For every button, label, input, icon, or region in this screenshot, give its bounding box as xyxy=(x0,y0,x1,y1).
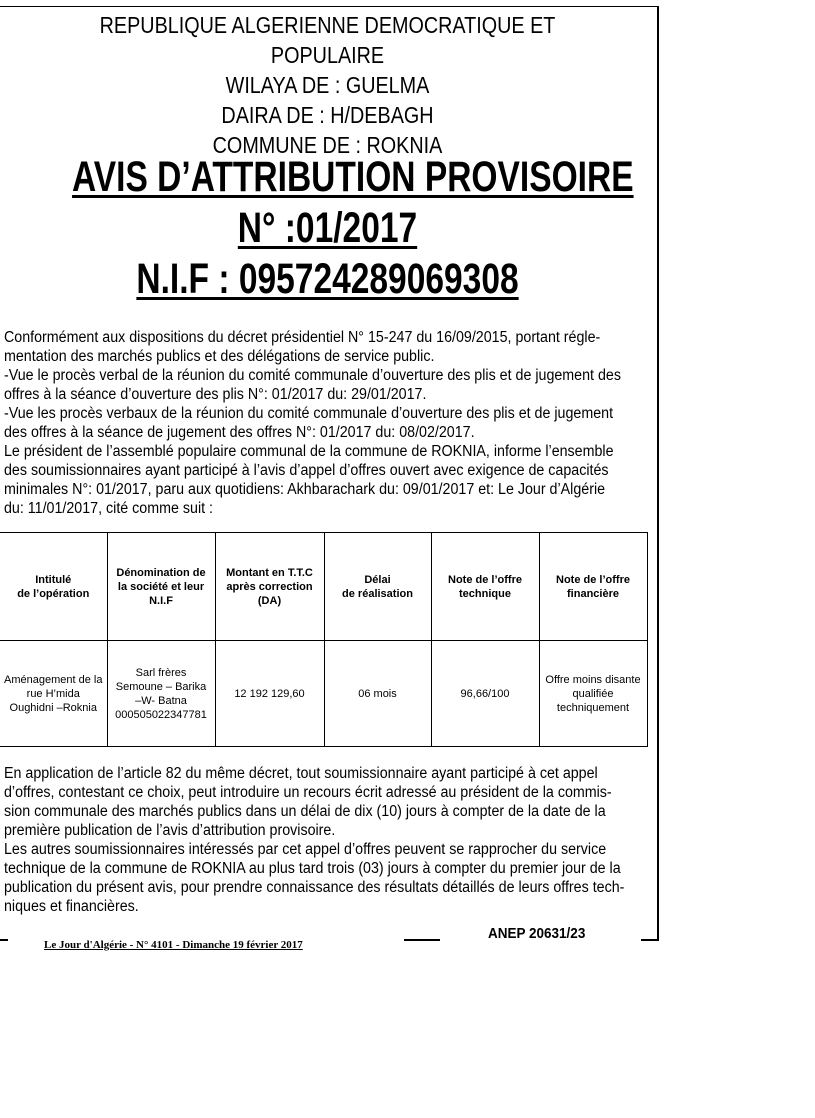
outro-line: d’offres, contestant ce choix, peut introduire un recours écrit adressé au président de la commis- xyxy=(4,784,612,801)
header-financial-score: Note de l’offre financière xyxy=(539,533,647,641)
award-table xyxy=(0,532,648,747)
intro-line: offres à la séance d’ouverture des plis N°: 01/2017 du: 29/01/2017. xyxy=(4,386,427,403)
intro-line: minimales N°: 01/2017, paru aux quotidiens: Akhbarachark du: 09/01/2017 et: Le Jour d’Algérie xyxy=(4,481,606,498)
frame-top-border xyxy=(0,6,659,7)
header-line-republic: REPUBLIQUE ALGERIENNE DEMOCRATIQUE ET POPULAIRE xyxy=(99,12,556,68)
header-line-daira: DAIRA DE : H/DEBAGH xyxy=(221,102,434,128)
cell-delay: 06 mois xyxy=(324,641,431,747)
outro-line: première publication de l’avis d’attribution provisoire. xyxy=(4,822,336,839)
cell-financial-score: Offre moins disante qualifiée techniquement xyxy=(539,641,647,747)
intro-line: mentation des marchés publics et des délégations de service public. xyxy=(4,348,435,365)
header-company: Dénomination de la société et leur N.I.F xyxy=(107,533,215,641)
publication-source: Le Jour d'Algérie - N° 4101 - Dimanche 19 février 2017 xyxy=(44,939,303,951)
header-line-commune: COMMUNE DE : ROKNIA xyxy=(212,132,443,158)
cell-company: Sarl frères Semoune – Barika –W- Batna 000505022347781 xyxy=(107,641,215,747)
intro-line: Le président de l’assemblé populaire communal de la commune de ROKNIA, informe l’ensemble xyxy=(4,443,614,460)
table-header-row xyxy=(0,533,647,641)
intro-line: des soumissionnaires ayant participé à l’avis d’appel d’offres ouvert avec exigence de capacités xyxy=(4,462,609,479)
header-amount: Montant en T.T.C après correction (DA) xyxy=(215,533,324,641)
outro-line: technique de la commune de ROKNIA au plus tard trois (03) jours à compter du premier jour de la xyxy=(4,860,621,877)
title-line-nif: N.I.F : 095724289069308 xyxy=(136,255,519,303)
frame-foot-rule xyxy=(641,939,659,941)
cell-operation: Aménagement de la rue H’mida Oughidni –Roknia xyxy=(0,641,107,747)
intro-line: -Vue les procès verbaux de la réunion du comité communale d’ouverture des plis et de jugement xyxy=(4,405,614,422)
header-line-wilaya: WILAYA DE : GUELMA xyxy=(225,72,430,98)
intro-line: Conformément aux dispositions du décret présidentiel N° 15-247 du 16/09/2015, portant régle- xyxy=(4,329,601,346)
title-line-avis: AVIS D’ATTRIBUTION PROVISOIRE xyxy=(72,153,634,201)
cell-amount: 12 192 129,60 xyxy=(215,641,324,747)
cell-technical-score: 96,66/100 xyxy=(431,641,539,747)
title-line-number: N° :01/2017 xyxy=(237,204,418,252)
outro-line: Les autres soumissionnaires intéressés par cet appel d’offres peuvent se rapprocher du service xyxy=(4,841,607,858)
outro-line: publication du présent avis, pour prendre connaissance des résultats détaillés de leurs offres tech- xyxy=(4,879,625,896)
table-row xyxy=(0,641,647,747)
intro-paragraph xyxy=(4,328,654,518)
outro-line: En application de l’article 82 du même décret, tout soumissionnaire ayant participé à cet appel xyxy=(4,765,598,782)
notice-title xyxy=(0,152,655,305)
outro-line: niques et financières. xyxy=(4,898,139,915)
intro-line: -Vue le procès verbal de la réunion du comité communale d’ouverture des plis et de jugement des xyxy=(4,367,621,384)
header-delay: Délai de réalisation xyxy=(324,533,431,641)
frame-foot-rule xyxy=(0,939,8,941)
header-operation: Intitulé de l’opération xyxy=(0,533,107,641)
outro-line: sion communale des marchés publics dans un délai de dix (10) jours à compter de la date de la xyxy=(4,803,606,820)
header-technical-score: Note de l’offre technique xyxy=(431,533,539,641)
frame-right-border xyxy=(657,6,659,940)
frame-foot-rule xyxy=(404,939,440,941)
anep-reference: ANEP 20631/23 xyxy=(488,925,586,942)
intro-line: du: 11/01/2017, cité comme suit : xyxy=(4,500,213,517)
outro-paragraph xyxy=(4,764,654,916)
authority-header xyxy=(0,10,655,160)
intro-line: des offres à la séance de jugement des offres N°: 01/2017 du: 08/02/2017. xyxy=(4,424,475,441)
